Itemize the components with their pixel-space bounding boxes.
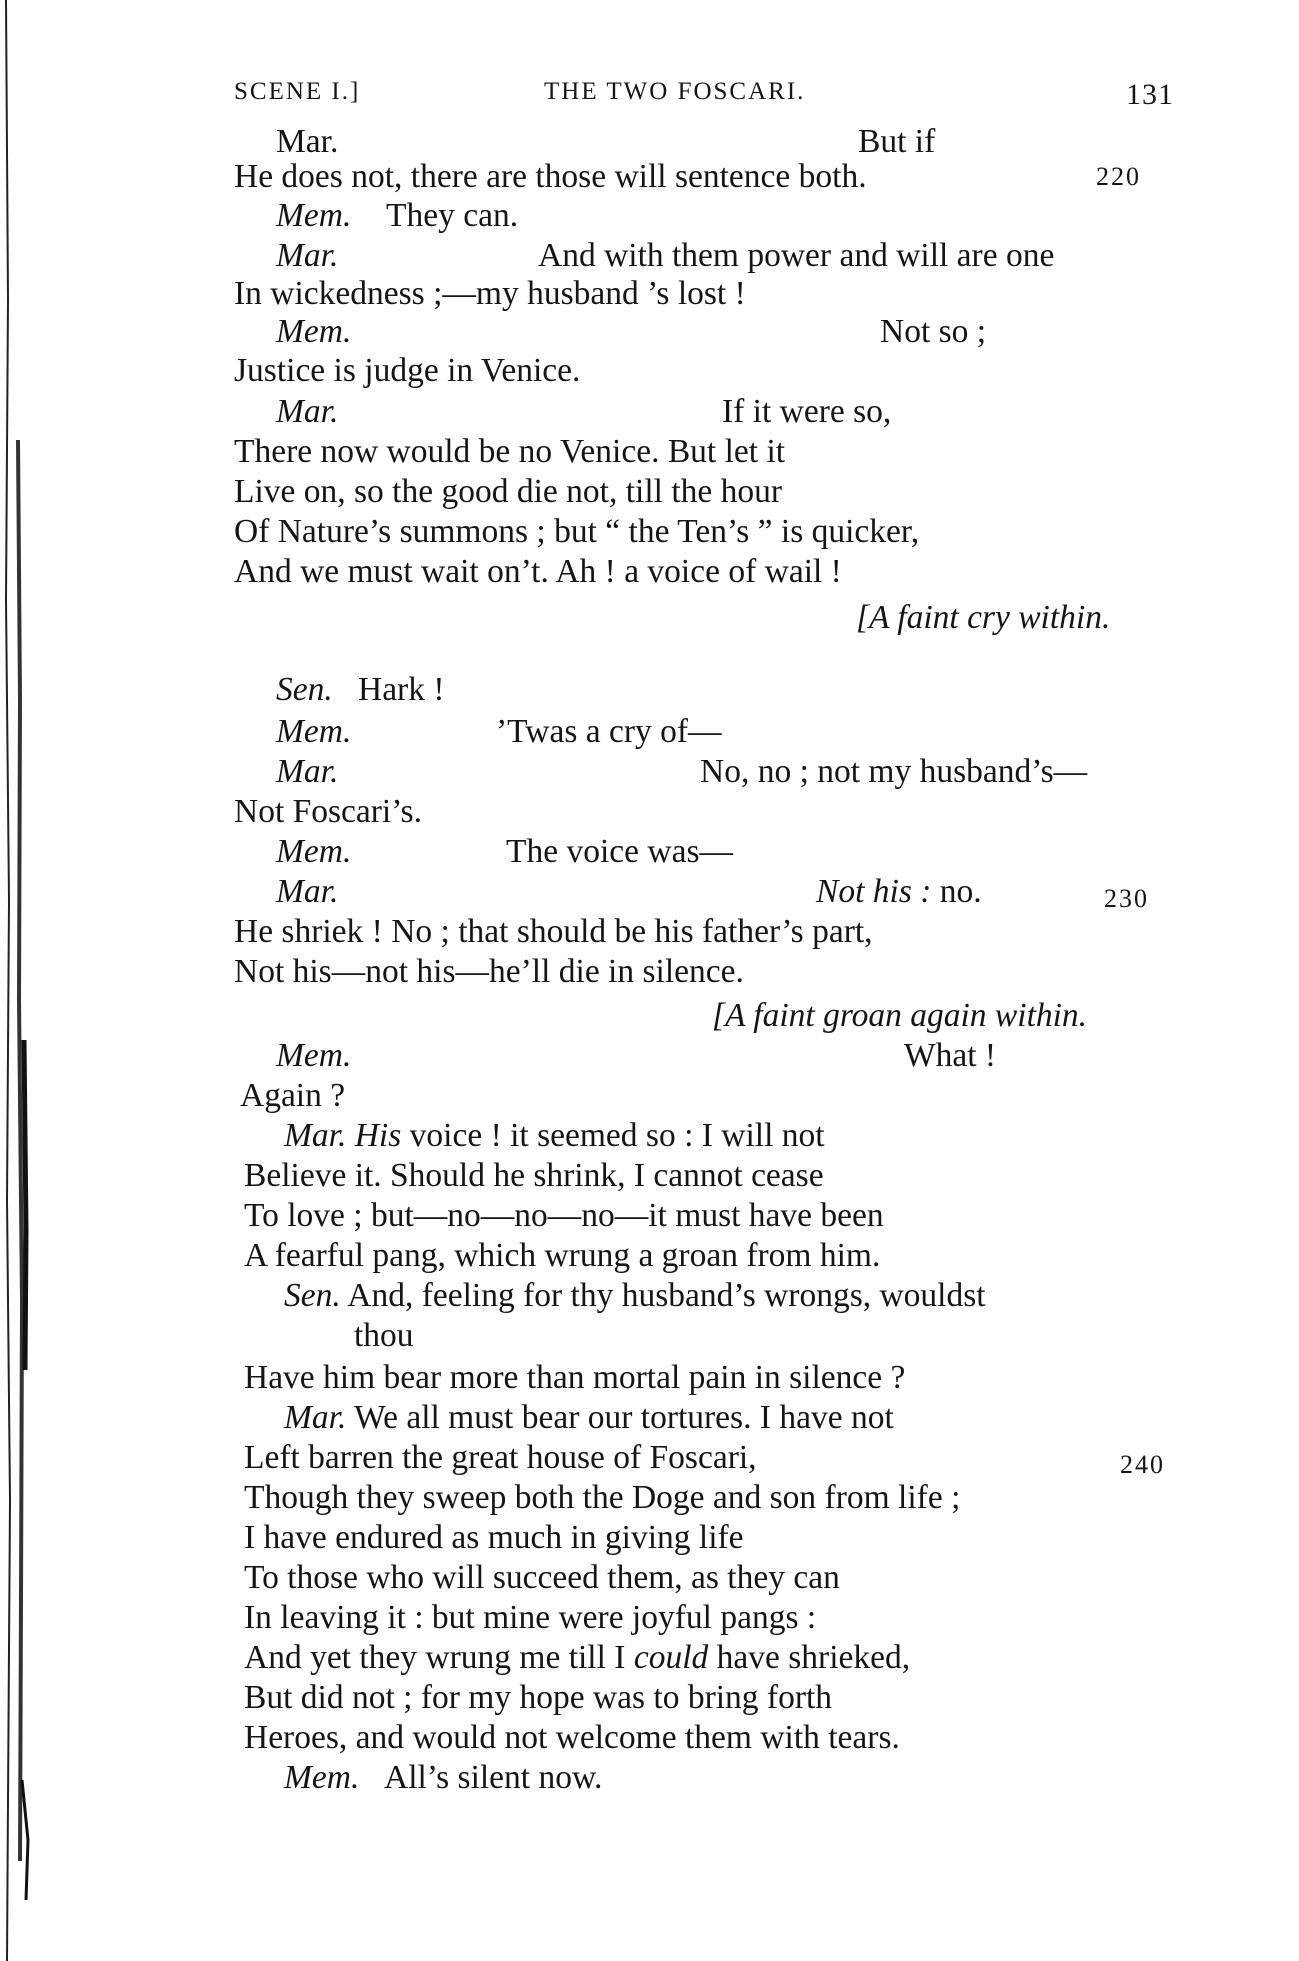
page-number: 131 (1126, 78, 1174, 111)
verse-line: There now would be no Venice. But let it (234, 433, 786, 470)
verse-line (284, 1116, 825, 1160)
verse-line: thou (354, 1317, 414, 1354)
verse-line: Have him bear more than mortal pain in silence ? (244, 1359, 906, 1396)
verse-line: Live on, so the good die not, till the hour (234, 473, 783, 510)
speaker-label: Mem. (276, 313, 352, 350)
verse-line: Hark ! (358, 671, 445, 708)
verse-line: Not Foscari’s. (234, 793, 422, 830)
speaker-label: Mar. (276, 123, 339, 160)
binding-edge (0, 0, 40, 1961)
verse-line: He does not, there are those will sentence both. (234, 158, 867, 195)
verse-line: The voice was— (506, 833, 733, 870)
verse-line: Again ? (240, 1077, 346, 1114)
verse-line: Believe it. Should he shrink, I cannot cease (244, 1157, 824, 1194)
verse-line: If it were so, (722, 393, 892, 430)
verse-line: But if (858, 123, 936, 160)
speaker-label: Sen. (276, 671, 333, 708)
verse-line: No, no ; not my husband’s— (700, 753, 1088, 790)
verse-fragment: And, feeling for thy husband’s wrongs, wouldst (347, 1277, 986, 1314)
speaker-label: Mar. (276, 753, 339, 790)
line-number: 240 (1120, 1450, 1165, 1479)
emphasis: Not his : (816, 873, 932, 910)
verse-line: They can. (386, 197, 519, 234)
speaker-label: Mem. (276, 713, 352, 750)
verse-line: And with them power and will are one (538, 237, 1055, 274)
emphasis: His (354, 1117, 402, 1154)
speaker-label: Mar. (276, 873, 339, 910)
verse-line: Justice is judge in Venice. (234, 352, 581, 389)
verse-line: What ! (904, 1037, 997, 1074)
speaker-label: Mem. (276, 197, 352, 234)
speaker-label: Mem. (276, 833, 352, 870)
stage-direction: [A faint cry within. (856, 599, 1111, 636)
verse-line: All’s silent now. (384, 1759, 603, 1796)
verse-line: Left barren the great house of Foscari, (244, 1439, 757, 1476)
verse-line: Not his—not his—he’ll die in silence. (234, 953, 744, 990)
verse-line: ’Twas a cry of— (496, 713, 722, 750)
running-header (234, 78, 1194, 118)
speaker-label: Mar. (284, 1117, 347, 1154)
header-title: THE TWO FOSCARI. (544, 78, 806, 105)
verse-line: Of Nature’s summons ; but “ the Ten’s ” is quicker, (234, 513, 920, 550)
stage-direction: [A faint groan again within. (712, 997, 1088, 1034)
verse-line: A fearful pang, which wrung a groan from him. (244, 1237, 881, 1274)
speaker-label: Mem. (276, 1037, 352, 1074)
verse-line: Heroes, and would not welcome them with tears. (244, 1719, 900, 1756)
verse-line: In wickedness ;—my husband ’s lost ! (234, 275, 746, 312)
verse-line: To love ; but—no—no—no—it must have been (244, 1197, 884, 1234)
verse-fragment: no. (939, 873, 982, 910)
verse-line: Though they sweep both the Doge and son from life ; (244, 1479, 961, 1516)
speaker-label: Mar. (284, 1399, 347, 1436)
verse-line: To those who will succeed them, as they can (244, 1559, 840, 1596)
emphasis: could (633, 1639, 709, 1676)
verse-line: He shriek ! No ; that should be his father’s part, (234, 913, 873, 950)
speaker-label: Sen. (284, 1277, 341, 1314)
verse-line: And we must wait on’t. Ah ! a voice of wail ! (234, 553, 842, 590)
verse-line (816, 872, 982, 916)
verse-line (284, 1276, 986, 1320)
verse-line: Not so ; (880, 313, 987, 350)
speaker-label: Mar. (276, 393, 339, 430)
verse-line: I have endured as much in giving life (244, 1519, 744, 1556)
verse-line (244, 1638, 910, 1682)
speaker-label: Mar. (276, 237, 339, 274)
verse-line: In leaving it : but mine were joyful pangs : (244, 1599, 817, 1636)
line-number: 230 (1104, 884, 1149, 913)
verse-line: But did not ; for my hope was to bring forth (244, 1679, 833, 1716)
verse-fragment: have shrieked, (716, 1639, 911, 1676)
verse-fragment: And yet they wrung me till I (244, 1639, 626, 1676)
verse-line (284, 1398, 894, 1442)
verse-fragment: voice ! it seemed so : I will not (409, 1117, 825, 1154)
line-number: 220 (1096, 162, 1141, 191)
header-scene: SCENE I.] (234, 78, 361, 105)
speaker-label: Mem. (284, 1759, 360, 1796)
verse-fragment: We all must bear our tortures. I have not (354, 1399, 894, 1436)
